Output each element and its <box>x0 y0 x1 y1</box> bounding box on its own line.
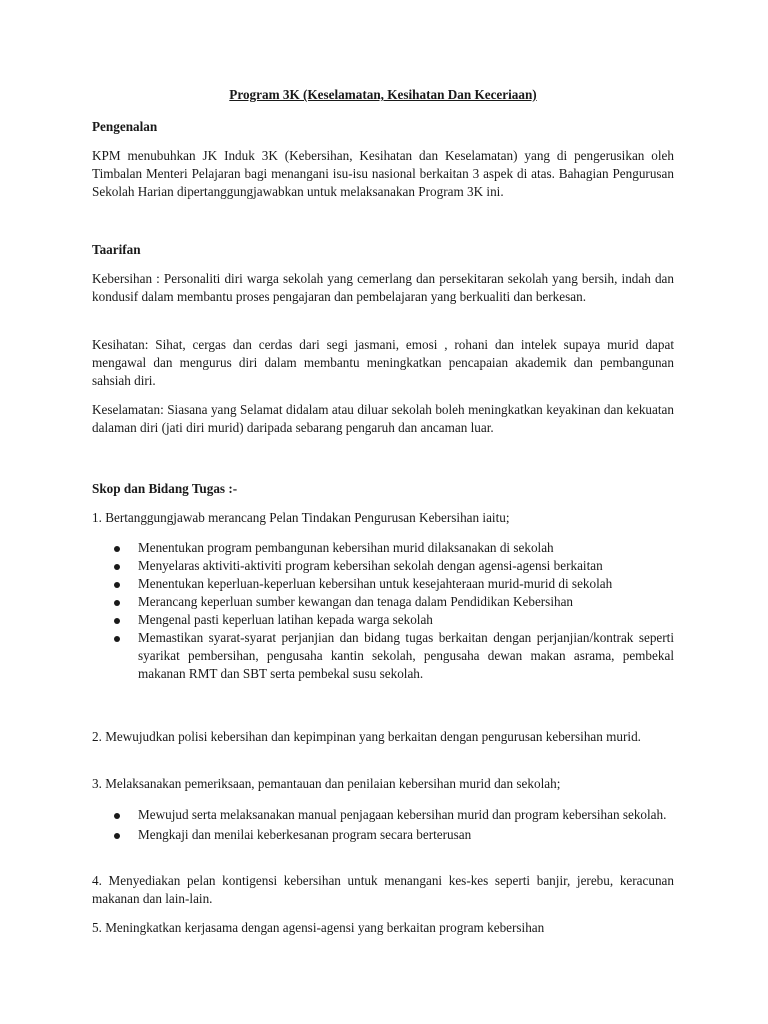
list-item-4: 4. Menyediakan pelan kontigensi kebersihan untuk menangani kes-kes seperti banjir, jerebu, keracunan makanan dan lain-lain. <box>92 873 674 906</box>
list-item-2: 2. Mewujudkan polisi kebersihan dan kepimpinan yang berkaitan dengan pengurusan kebersihan murid. <box>92 729 641 744</box>
list-item: Menyelaras aktiviti-aktiviti program kebersihan sekolah dengan agensi-agensi berkaitan <box>92 557 674 575</box>
paragraph-keselamatan: Keselamatan: Siasana yang Selamat didalam atau diluar sekolah boleh meningkatkan keyakinan dan kekuatan dalaman diri (jati diri murid) daripada sebarang pengaruh dan ancaman luar. <box>92 402 674 435</box>
paragraph-kesihatan: Kesihatan: Sihat, cergas dan cerdas dari segi jasmani, emosi , rohani dan intelek supaya murid dapat mengawal dan mengurus diri dalam membantu meningkatkan pencapaian akademik dan pembangunan sahsiah diri. <box>92 337 674 388</box>
bullet-icon <box>114 813 120 819</box>
list-item-5: 5. Meningkatkan kerjasama dengan agensi-agensi yang berkaitan program kebersihan <box>92 920 545 935</box>
bullet-icon <box>114 618 120 624</box>
paragraph-kebersihan: Kebersihan : Personaliti diri warga sekolah yang cemerlang dan persekitaran sekolah yang bersih, indah dan kondusif dalam membantu proses pengajaran dan pembelajaran yang berkualiti dan berkesan. <box>92 271 674 304</box>
list-item: Mengkaji dan menilai keberkesanan program secara berterusan <box>92 826 674 844</box>
document-title: Program 3K (Keselamatan, Kesihatan Dan Keceriaan) <box>229 87 537 102</box>
bullet-icon <box>114 564 120 570</box>
list-item-3: 3. Melaksanakan pemeriksaan, pemantauan dan penilaian kebersihan murid dan sekolah; <box>92 776 561 791</box>
list-item: Mengenal pasti keperluan latihan kepada warga sekolah <box>92 611 674 629</box>
list-item: Merancang keperluan sumber kewangan dan tenaga dalam Pendidikan Kebersihan <box>92 593 674 611</box>
heading-taarifan: Taarifan <box>92 242 141 257</box>
bullet-icon <box>114 833 120 839</box>
paragraph-pengenalan: KPM menubuhkan JK Induk 3K (Kebersihan, Kesihatan dan Keselamatan) yang di pengerusikan oleh Timbalan Menteri Pelajaran bagi menangani isu-isu nasional berkaitan 3 aspek di atas. Bahagian Pengurusan Sekolah Harian dipertanggungjawabkan untuk melaksanakan Program 3K ini. <box>92 148 674 199</box>
list-item-1: 1. Bertanggungjawab merancang Pelan Tindakan Pengurusan Kebersihan iaitu; <box>92 510 510 525</box>
list-item: Menentukan keperluan-keperluan kebersihan untuk kesejahteraan murid-murid di sekolah <box>92 575 674 593</box>
list-item: Memastikan syarat-syarat perjanjian dan bidang tugas berkaitan dengan perjanjian/kontrak seperti syarikat pembersihan, pengusaha kantin sekolah, pengusaha dewan makan asrama, pembekal makanan RMT dan SBT serta pembekal susu sekolah. <box>92 629 674 683</box>
bullet-icon <box>114 600 120 606</box>
item3-bullet-list <box>92 806 674 844</box>
bullet-icon <box>114 546 120 552</box>
heading-skop: Skop dan Bidang Tugas :- <box>92 481 238 496</box>
bullet-icon <box>114 582 120 588</box>
bullet-icon <box>114 636 120 642</box>
heading-pengenalan: Pengenalan <box>92 119 158 134</box>
item1-bullet-list <box>92 539 674 683</box>
list-item: Mewujud serta melaksanakan manual penjagaan kebersihan murid dan program kebersihan sekolah. <box>92 806 674 824</box>
list-item: Menentukan program pembangunan kebersihan murid dilaksanakan di sekolah <box>92 539 674 557</box>
